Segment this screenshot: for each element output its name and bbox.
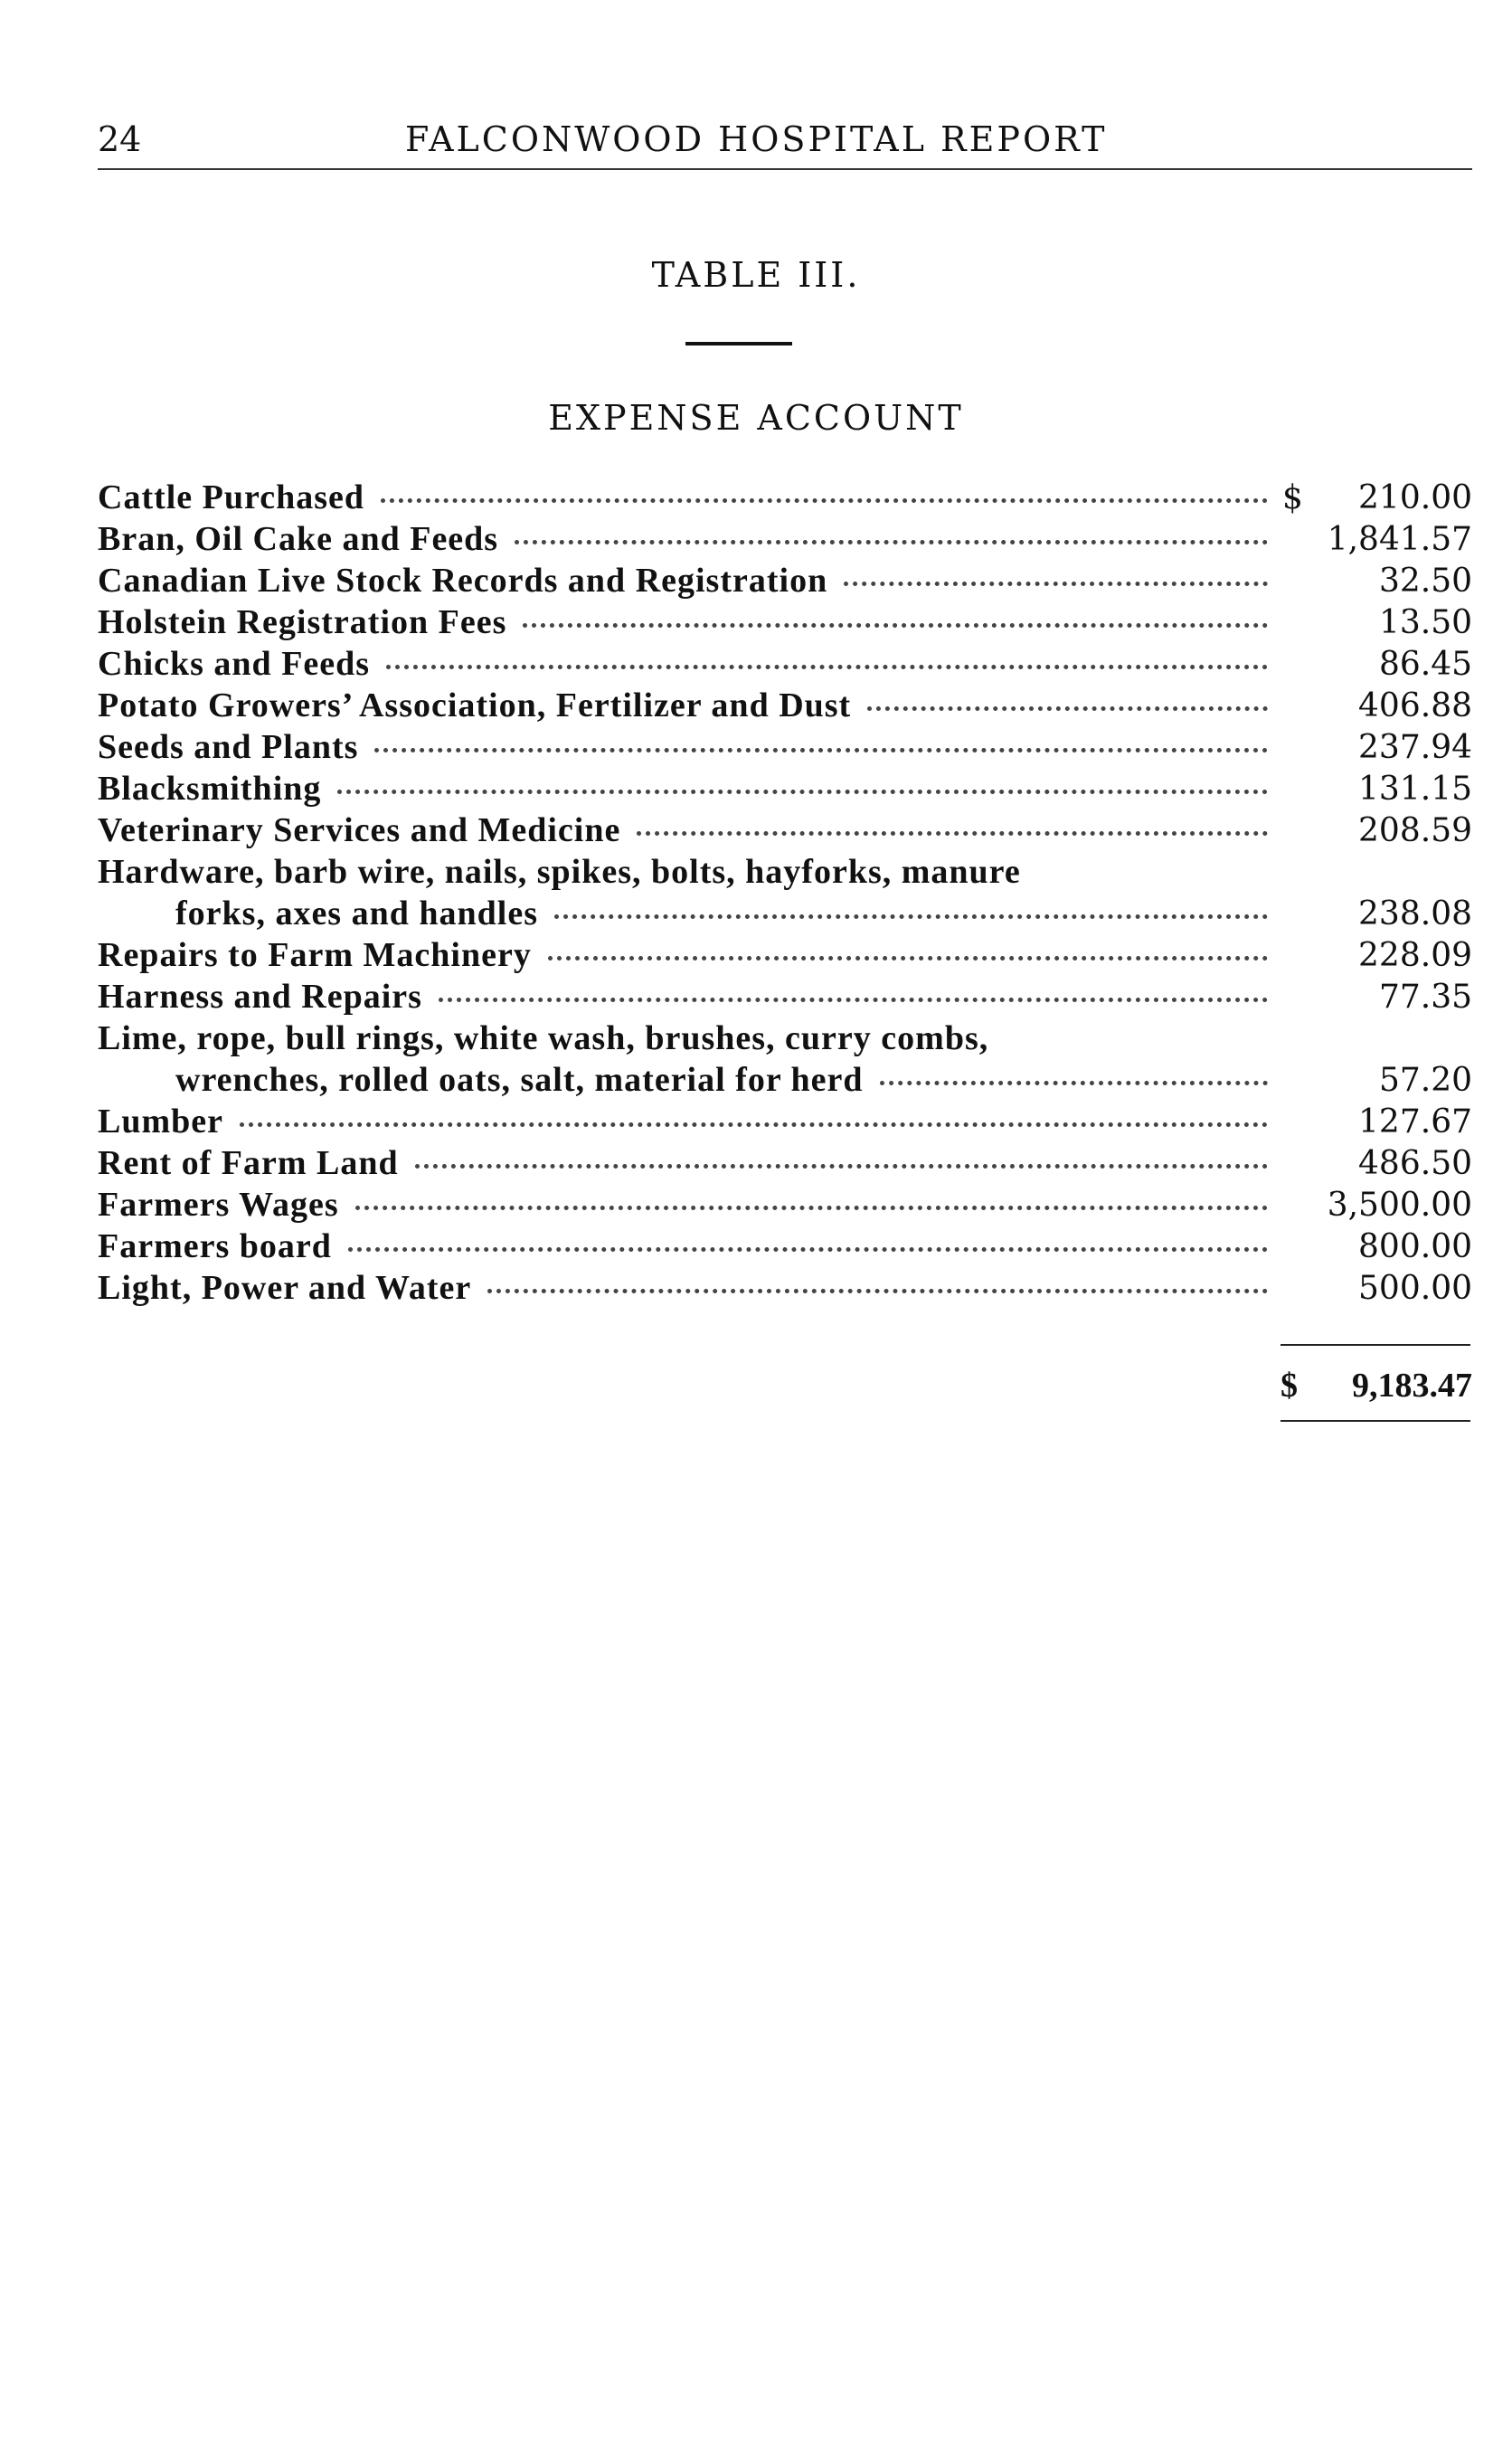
entry-label: Farmers board bbox=[98, 1227, 332, 1265]
entry-label: Seeds and Plants bbox=[98, 728, 359, 766]
total-currency: $ bbox=[1280, 1367, 1298, 1405]
expense-entry bbox=[98, 1185, 1472, 1226]
section-title: EXPENSE ACCOUNT bbox=[548, 398, 964, 438]
expense-entry bbox=[98, 644, 1472, 686]
entry-value bbox=[1282, 1103, 1472, 1141]
entry-amount: 228.09 bbox=[1358, 937, 1472, 974]
entry-line bbox=[98, 810, 1472, 852]
entry-amount: 127.67 bbox=[1358, 1103, 1472, 1141]
leader-dots bbox=[554, 914, 1268, 919]
entry-label: Chicks and Feeds bbox=[98, 645, 371, 683]
entry-label-continuation: wrenches, rolled oats, salt, material for herd bbox=[175, 1061, 864, 1099]
leader-dots bbox=[415, 1164, 1268, 1169]
expense-entry bbox=[98, 769, 1472, 810]
entry-amount: 500.00 bbox=[1358, 1270, 1472, 1307]
leader-dots bbox=[548, 956, 1268, 961]
leader-dots bbox=[348, 1247, 1268, 1252]
entry-amount: 13.50 bbox=[1378, 604, 1472, 641]
leader-dots bbox=[240, 1122, 1268, 1127]
title-divider bbox=[685, 342, 792, 345]
expense-entry bbox=[98, 686, 1472, 727]
entry-continuation-line bbox=[98, 1060, 1472, 1102]
entry-value bbox=[1282, 563, 1472, 600]
entry-value bbox=[1282, 979, 1472, 1016]
leader-dots bbox=[880, 1081, 1268, 1085]
entry-label: Potato Growers’ Association, Fertilizer and Dust bbox=[98, 686, 852, 724]
entry-line bbox=[98, 769, 1472, 810]
entry-label: Hardware, barb wire, nails, spikes, bolts, hayforks, manure bbox=[98, 853, 1021, 891]
entry-line bbox=[98, 727, 1472, 769]
entry-amount: 238.08 bbox=[1358, 895, 1472, 932]
entry-amount: 406.88 bbox=[1358, 687, 1472, 724]
entry-label: Cattle Purchased bbox=[98, 478, 364, 516]
entry-label: Repairs to Farm Machinery bbox=[98, 936, 532, 974]
entry-label: Light, Power and Water bbox=[98, 1269, 472, 1307]
entry-line bbox=[98, 561, 1472, 602]
total-block bbox=[1280, 1344, 1472, 1422]
leader-dots bbox=[337, 790, 1268, 794]
entry-value bbox=[1282, 604, 1472, 641]
entry-label: Bran, Oil Cake and Feeds bbox=[98, 520, 499, 558]
page-header bbox=[98, 119, 1472, 174]
entry-label: Farmers Wages bbox=[98, 1186, 339, 1224]
entry-amount: 208.59 bbox=[1358, 812, 1472, 849]
header-rule bbox=[98, 168, 1472, 170]
entry-line bbox=[98, 519, 1472, 561]
running-title: FALCONWOOD HOSPITAL REPORT bbox=[405, 119, 1108, 159]
entry-value bbox=[1282, 812, 1472, 849]
entry-value bbox=[1282, 479, 1472, 516]
entry-line bbox=[98, 1102, 1472, 1143]
entry-value bbox=[1282, 1187, 1472, 1224]
entry-amount: 86.45 bbox=[1378, 646, 1472, 683]
entry-line bbox=[98, 686, 1472, 727]
entry-line bbox=[98, 977, 1472, 1018]
total-amount: 9,183.47 bbox=[1352, 1367, 1472, 1405]
entry-label: Lumber bbox=[98, 1103, 223, 1141]
leader-dots bbox=[844, 582, 1268, 586]
expense-entry bbox=[98, 602, 1472, 644]
entry-line bbox=[98, 644, 1472, 686]
entry-label-continuation: forks, axes and handles bbox=[175, 894, 538, 932]
entry-label: Blacksmithing bbox=[98, 770, 322, 808]
entry-label: Veterinary Services and Medicine bbox=[98, 811, 621, 849]
entry-label: Lime, rope, bull rings, white wash, brushes, curry combs, bbox=[98, 1019, 989, 1057]
entry-value bbox=[1282, 1145, 1472, 1182]
entry-line bbox=[98, 1143, 1472, 1185]
leader-dots bbox=[867, 706, 1268, 711]
entry-amount: 77.35 bbox=[1378, 979, 1472, 1016]
leader-dots bbox=[439, 998, 1268, 1002]
entry-amount: 57.20 bbox=[1378, 1062, 1472, 1099]
page-number: 24 bbox=[98, 119, 142, 159]
expense-entry bbox=[98, 519, 1472, 561]
entry-value bbox=[1282, 1062, 1472, 1099]
leader-dots bbox=[386, 665, 1268, 669]
entry-amount: 131.15 bbox=[1358, 771, 1472, 808]
entry-continuation-line bbox=[98, 894, 1472, 935]
entry-line bbox=[98, 1185, 1472, 1226]
leader-dots bbox=[523, 623, 1268, 628]
entry-line bbox=[98, 852, 1472, 894]
expense-entry bbox=[98, 1018, 1472, 1102]
leader-dots bbox=[355, 1206, 1268, 1210]
entry-value bbox=[1282, 1270, 1472, 1307]
expense-entry bbox=[98, 561, 1472, 602]
entry-value bbox=[1282, 771, 1472, 808]
leader-dots bbox=[381, 498, 1268, 503]
entry-line bbox=[98, 935, 1472, 977]
expense-entry bbox=[98, 852, 1472, 935]
entry-value bbox=[1282, 521, 1472, 558]
expense-entry bbox=[98, 1102, 1472, 1143]
entry-value bbox=[1282, 937, 1472, 974]
table-title: TABLE III. bbox=[651, 255, 861, 295]
entry-amount: 210.00 bbox=[1358, 479, 1472, 516]
entry-value bbox=[1282, 1228, 1472, 1265]
expense-entry bbox=[98, 1268, 1472, 1310]
entry-amount: 3,500.00 bbox=[1327, 1187, 1472, 1224]
entry-line bbox=[98, 602, 1472, 644]
expense-entry bbox=[98, 810, 1472, 852]
entry-label: Rent of Farm Land bbox=[98, 1144, 399, 1182]
entry-line bbox=[98, 478, 1472, 519]
entry-value bbox=[1282, 646, 1472, 683]
total-rule-bottom bbox=[1280, 1420, 1470, 1422]
expense-entry bbox=[98, 727, 1472, 769]
expense-entry bbox=[98, 1143, 1472, 1185]
entry-amount: 486.50 bbox=[1358, 1145, 1472, 1182]
leader-dots bbox=[487, 1289, 1268, 1293]
entry-value bbox=[1282, 687, 1472, 724]
entry-label: Harness and Repairs bbox=[98, 978, 422, 1016]
expense-entry bbox=[98, 1226, 1472, 1268]
leader-dots bbox=[515, 540, 1268, 544]
entry-line bbox=[98, 1018, 1472, 1060]
entry-amount: 800.00 bbox=[1358, 1228, 1472, 1265]
expense-entry bbox=[98, 977, 1472, 1018]
entry-label: Holstein Registration Fees bbox=[98, 603, 507, 641]
entry-amount: 237.94 bbox=[1358, 729, 1472, 766]
entry-amount: 1,841.57 bbox=[1327, 521, 1472, 558]
expense-entry bbox=[98, 935, 1472, 977]
entry-line bbox=[98, 1268, 1472, 1310]
leader-dots bbox=[637, 831, 1268, 836]
entry-amount: 32.50 bbox=[1378, 563, 1472, 600]
entry-currency: $ bbox=[1282, 479, 1303, 516]
expense-entry bbox=[98, 478, 1472, 519]
total-rule-top bbox=[1280, 1344, 1470, 1346]
total-line bbox=[1280, 1366, 1472, 1406]
entry-line bbox=[98, 1226, 1472, 1268]
entry-value bbox=[1282, 729, 1472, 766]
entry-label: Canadian Live Stock Records and Registration bbox=[98, 562, 828, 600]
entry-value bbox=[1282, 895, 1472, 932]
expense-ledger bbox=[98, 478, 1472, 1310]
leader-dots bbox=[374, 748, 1268, 752]
